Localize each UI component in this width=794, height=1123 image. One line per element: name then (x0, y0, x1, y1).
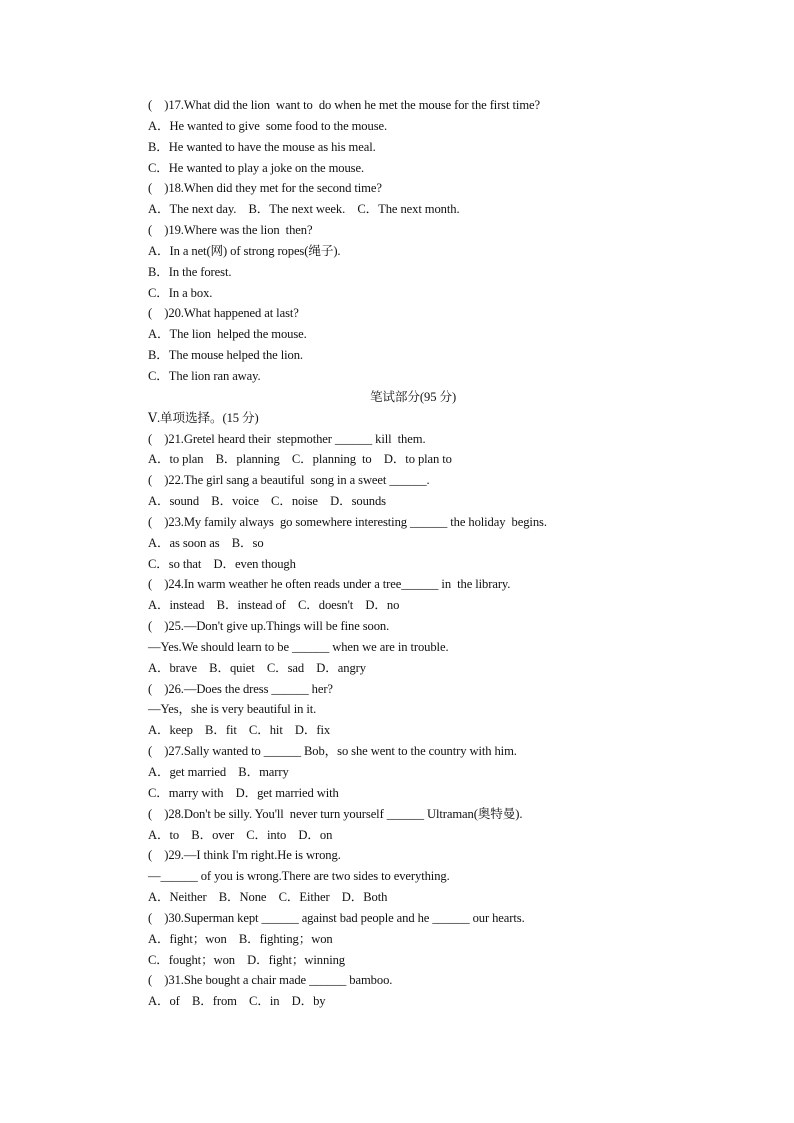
option-line: A．as soon as B．so (148, 535, 264, 550)
option-line: C．fought；won D．fight；winning (148, 952, 345, 967)
question-line: ( )18.When did they met for the second time? (148, 181, 382, 196)
question-line: ( )31.She bought a chair made ______ bamboo. (148, 973, 393, 988)
dialogue-line: —Yes.We should learn to be ______ when we are in trouble. (148, 639, 449, 654)
question-line: ( )25.—Don't give up.Things will be fine soon. (148, 619, 390, 634)
option-line: A．The next day. B．The next week. C．The next month. (148, 202, 460, 217)
option-line: A．The lion helped the mouse. (148, 327, 307, 342)
question-line: ( )21.Gretel heard their stepmother ______ kill them. (148, 431, 426, 446)
option-line: B．In the forest. (148, 264, 232, 279)
option-line: A．instead B．instead of C．doesn't D．no (148, 598, 400, 613)
worksheet-page (148, 95, 628, 1012)
question-line: ( )24.In warm weather he often reads under a tree______ in the library. (148, 577, 511, 592)
question-line: ( )30.Superman kept ______ against bad people and he ______ our hearts. (148, 910, 525, 925)
dialogue-line: —______ of you is wrong.There are two sides to everything. (148, 869, 450, 884)
option-line: A．get married B．marry (148, 765, 289, 779)
option-line: C．In a box. (148, 285, 213, 300)
question-line: ( )26.—Does the dress ______ her? (148, 681, 333, 696)
reading-questions (148, 95, 628, 387)
section-heading: Ⅴ.单项选择。(15 分) (148, 410, 259, 425)
option-line: A．fight；won B．fighting；won (148, 931, 333, 946)
option-line: A．brave B．quiet C．sad D．angry (148, 660, 366, 675)
question-line: ( )29.—I think I'm right.He is wrong. (148, 848, 341, 863)
option-line: C．so that D．even though (148, 556, 296, 571)
question-line: ( )17.What did the lion want to do when he met the mouse for the first time? (148, 98, 541, 112)
option-line: A．He wanted to give some food to the mouse. (148, 118, 388, 133)
option-line: A．In a net(网) of strong ropes(绳子). (148, 243, 341, 258)
dialogue-line: —Yes，she is very beautiful in it. (148, 702, 317, 717)
option-line: C．The lion ran away. (148, 368, 261, 383)
question-line: ( )23.My family always go somewhere interesting ______ the holiday begins. (148, 514, 547, 529)
option-line: A．Neither B．None C．Either D．Both (148, 890, 388, 905)
question-line: ( )20.What happened at last? (148, 306, 299, 321)
option-line: A．of B．from C．in D．by (148, 994, 326, 1009)
section-title: 笔试部分(95 分) (369, 389, 457, 404)
question-line: ( )22.The girl sang a beautiful song in a sweet ______. (148, 473, 430, 488)
option-line: C．marry with D．get married with (148, 785, 339, 800)
option-line: A．to plan B．planning C．planning to D．to plan to (148, 452, 452, 467)
option-line: A．to B．over C．into D．on (148, 827, 333, 842)
option-line: A．keep B．fit C．hit D．fix (148, 723, 331, 738)
question-line: ( )27.Sally wanted to ______ Bob，so she went to the country with him. (148, 744, 517, 759)
multiple-choice-section (148, 408, 628, 1012)
option-line: B．The mouse helped the lion. (148, 348, 303, 363)
question-line: ( )19.Where was the lion then? (148, 223, 313, 238)
option-line: B．He wanted to have the mouse as his meal. (148, 139, 376, 154)
option-line: A．sound B．voice C．noise D．sounds (148, 494, 386, 509)
question-line: ( )28.Don't be silly. You'll never turn yourself ______ Ultraman(奥特曼). (148, 806, 523, 821)
option-line: C．He wanted to play a joke on the mouse. (148, 160, 364, 175)
